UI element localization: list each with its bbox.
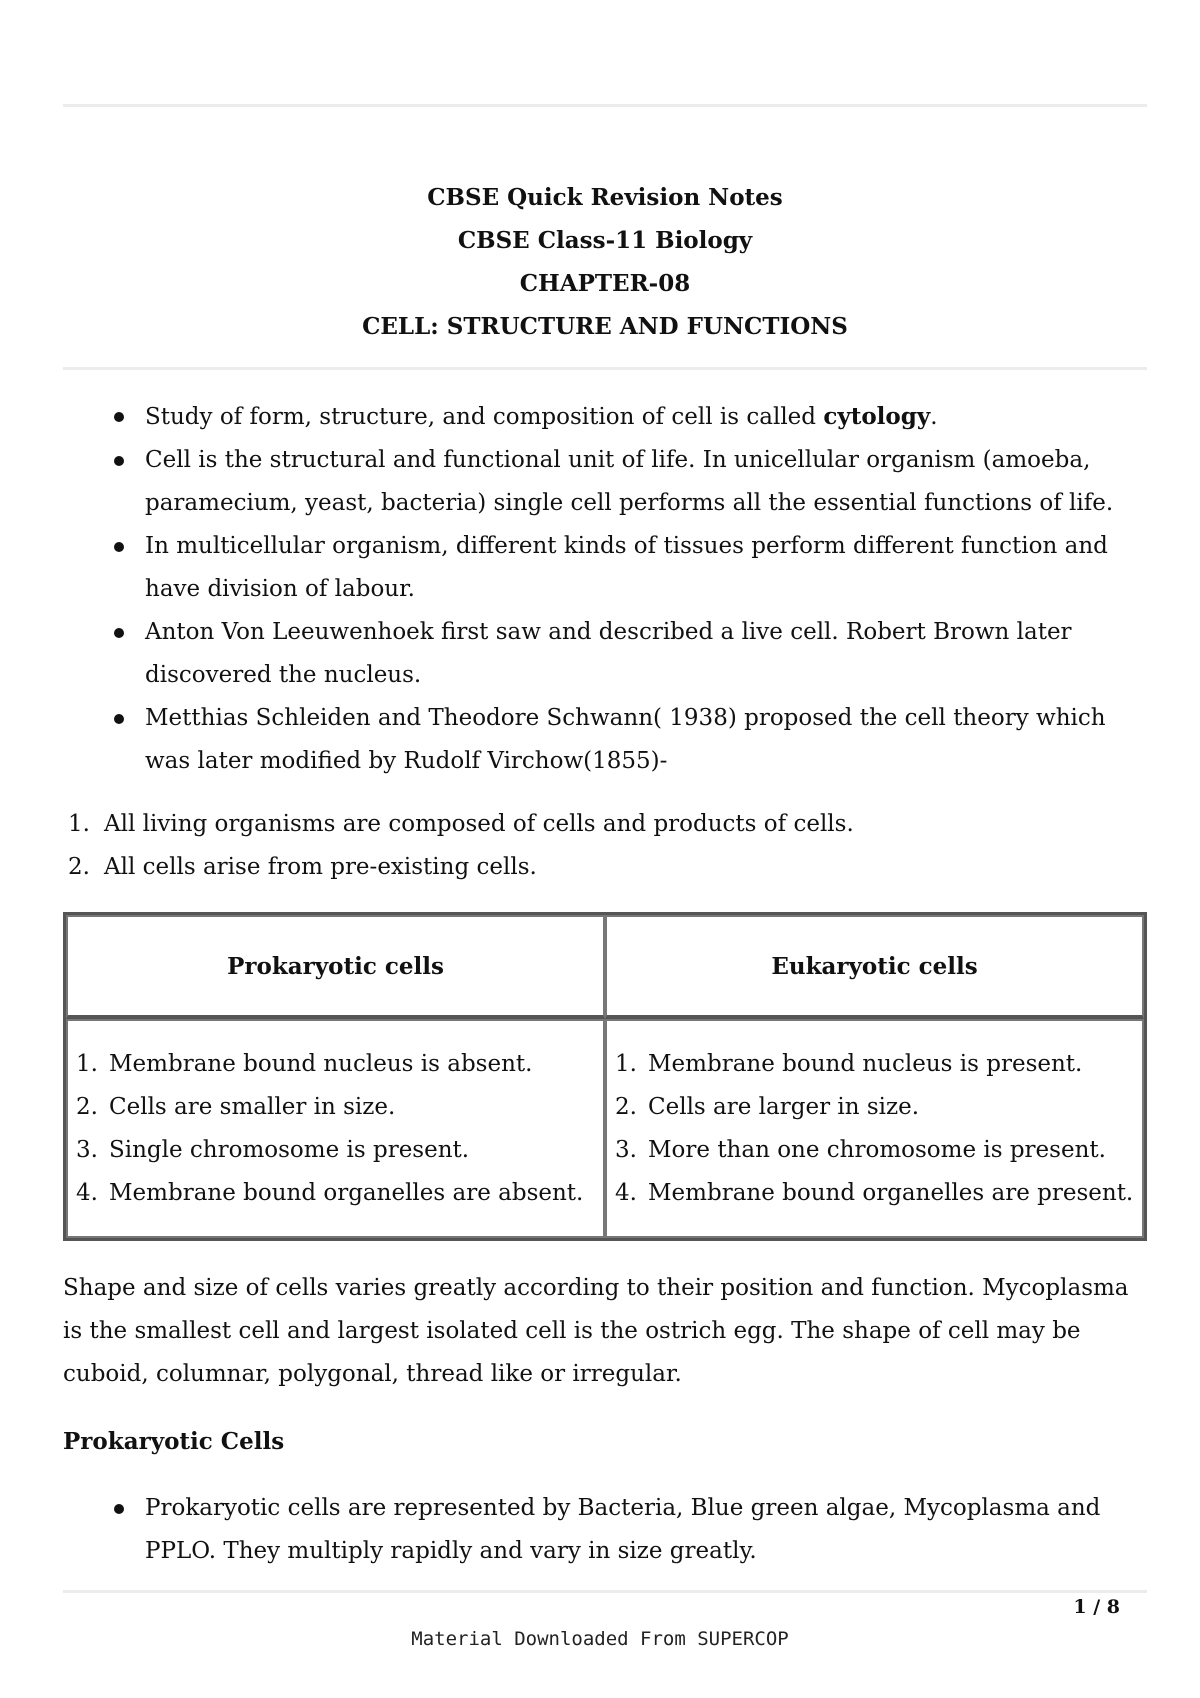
bold-term-cytology: cytology	[823, 403, 931, 430]
list-number: 1.	[76, 1050, 98, 1077]
list-number: 2.	[615, 1093, 637, 1120]
list-text: Single chromosome is present.	[109, 1136, 470, 1163]
list-text: More than one chromosome is present.	[648, 1136, 1106, 1163]
cell-theory-list	[63, 803, 1153, 889]
intro-bullet-list	[63, 395, 1153, 783]
footer-rule	[63, 1590, 1147, 1593]
list-item	[613, 1129, 1136, 1172]
list-item	[74, 1129, 597, 1172]
header-chapter: CHAPTER-08	[519, 270, 691, 297]
bullet-cell-theory: Metthias Schleiden and Theodore Schwann( 1938) proposed the cell theory which was later modified by Rudolf Virchow(1855)-	[63, 697, 1153, 783]
table-header-row	[66, 915, 1144, 1019]
bullet-multicellular: In multicellular organism, different kinds of tissues perform different function and have division of labour.	[63, 525, 1153, 611]
bullet-prokaryotic-examples: Prokaryotic cells are represented by Bacteria, Blue green algae, Mycoplasma and PPLO. They multiply rapidly and vary in size greatly.	[63, 1487, 1153, 1573]
table-header-prokaryotic: Prokaryotic cells	[66, 915, 605, 1019]
header-chapter-title: CELL: STRUCTURE AND FUNCTIONS	[362, 313, 848, 340]
list-number: 4.	[76, 1179, 98, 1206]
list-item	[74, 1086, 597, 1129]
page-number: 1 / 8	[1073, 1596, 1120, 1618]
list-text: Membrane bound organelles are present.	[648, 1179, 1134, 1206]
list-item	[74, 1172, 597, 1215]
prokaryotic-list	[74, 1043, 597, 1215]
document-header	[63, 176, 1147, 348]
list-item	[63, 803, 1153, 846]
list-text: Membrane bound organelles are absent.	[109, 1179, 584, 1206]
list-number: 3.	[76, 1136, 98, 1163]
bullet-discovery: Anton Von Leeuwenhoek first saw and described a live cell. Robert Brown later discovered the nucleus.	[63, 611, 1153, 697]
top-rule	[63, 104, 1147, 107]
list-item	[74, 1043, 597, 1086]
header-rule	[63, 367, 1147, 370]
list-text: All cells arise from pre-existing cells.	[104, 854, 537, 880]
list-item	[613, 1043, 1136, 1086]
section-heading-prokaryotic: Prokaryotic Cells	[63, 1428, 285, 1455]
header-title: CBSE Quick Revision Notes	[427, 184, 783, 211]
bullet-text: Study of form, structure, and composition of cell is called	[145, 404, 824, 430]
header-class: CBSE Class-11 Biology	[457, 227, 753, 254]
prokaryotic-bullet-list	[63, 1487, 1153, 1573]
list-text: Membrane bound nucleus is present.	[648, 1050, 1083, 1077]
list-text: Membrane bound nucleus is absent.	[109, 1050, 533, 1077]
list-number: 4.	[615, 1179, 637, 1206]
list-number: 1.	[615, 1050, 637, 1077]
list-number: 1.	[68, 811, 90, 837]
list-item	[613, 1172, 1136, 1215]
bullet-cytology	[63, 395, 1153, 439]
list-text: Cells are smaller in size.	[109, 1093, 396, 1120]
eukaryotic-cell	[605, 1019, 1144, 1238]
shape-size-paragraph: Shape and size of cells varies greatly according to their position and function. Mycoplasma is the smallest cell and largest isolated cell is the ostrich egg. The shape of cell may be cuboid, columnar, polygonal, thread like or irregular.	[63, 1275, 1129, 1387]
prokaryotic-cell	[66, 1019, 605, 1238]
list-text: Cells are larger in size.	[648, 1093, 920, 1120]
bullet-text-suffix: .	[930, 404, 938, 430]
list-number: 3.	[615, 1136, 637, 1163]
table-row	[66, 1019, 1144, 1238]
list-item	[63, 846, 1153, 889]
list-item	[613, 1086, 1136, 1129]
eukaryotic-list	[613, 1043, 1136, 1215]
list-text: All living organisms are composed of cells and products of cells.	[104, 811, 854, 837]
table-header-eukaryotic: Eukaryotic cells	[605, 915, 1144, 1019]
list-number: 2.	[68, 854, 90, 880]
list-number: 2.	[76, 1093, 98, 1120]
bullet-unit-of-life: Cell is the structural and functional unit of life. In unicellular organism (amoeba, paramecium, yeast, bacteria) single cell performs all the essential functions of life.	[63, 439, 1153, 525]
comparison-table	[63, 912, 1147, 1241]
footer-text: Material Downloaded From SUPERCOP	[411, 1628, 789, 1650]
